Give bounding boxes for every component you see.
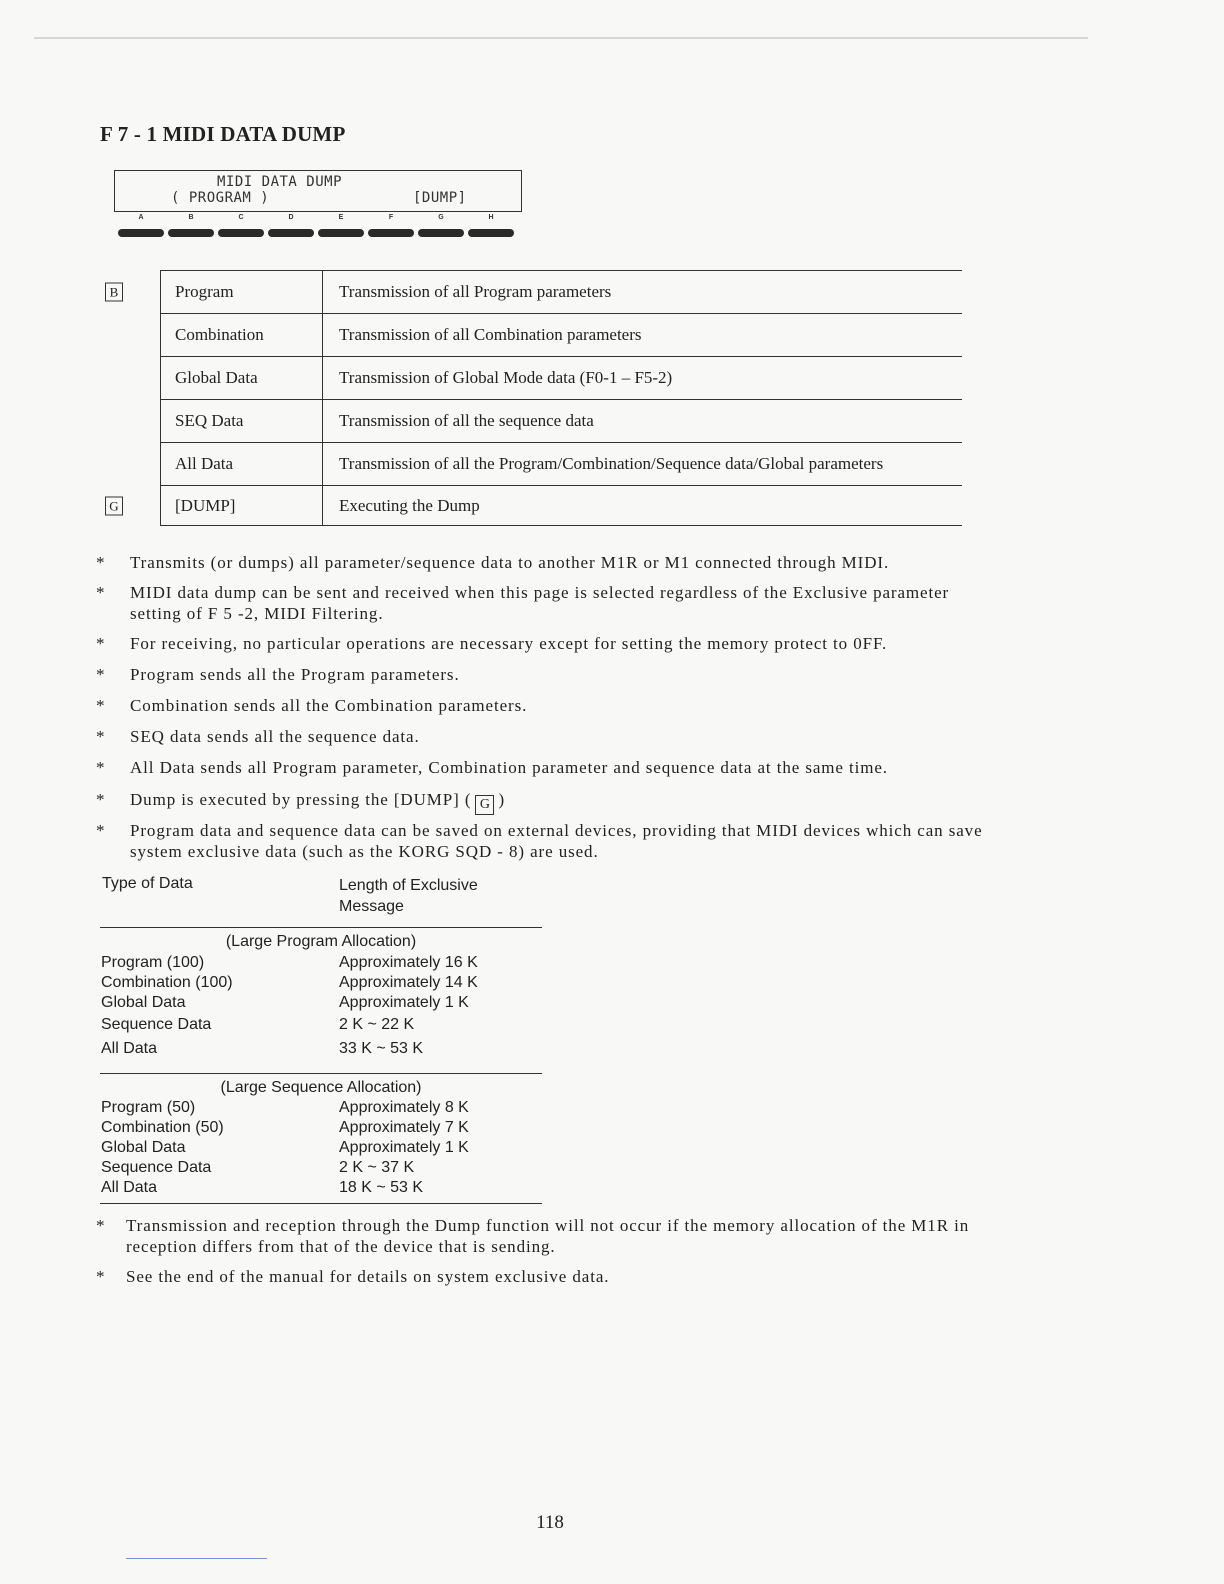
- table-row: [100, 1139, 542, 1159]
- note-text-before: Dump is executed by pressing the [DUMP] (: [130, 790, 472, 809]
- param-key-cell: [100, 442, 160, 485]
- note-text: See the end of the manual for details on system exclusive data.: [126, 1267, 610, 1286]
- soft-key-label: B: [188, 214, 194, 221]
- message-length: Approximately 1 K: [339, 994, 469, 1011]
- param-desc-cell: [323, 485, 962, 526]
- data-type: Combination (100): [101, 974, 233, 991]
- note-text: Combination sends all the Combination parameters.: [130, 696, 528, 715]
- lcd-line-1: MIDI DATA DUMP: [217, 174, 343, 190]
- data-type: All Data: [101, 1179, 158, 1196]
- param-desc-cell: [323, 313, 962, 356]
- param-description: Executing the Dump: [339, 496, 480, 515]
- param-row: [100, 399, 962, 442]
- soft-key-label: F: [388, 214, 394, 221]
- message-length: Approximately 14 K: [339, 974, 478, 991]
- note-text: Transmission and reception through the Dump function will not occur if the memory allocation of the M1R in reception differs from that of the device that is sending.: [126, 1216, 970, 1256]
- table-row: [100, 994, 542, 1014]
- param-desc-cell: [323, 442, 962, 485]
- param-name-cell: [160, 356, 323, 399]
- soft-key-label: G: [438, 214, 444, 221]
- bottom-rule: [126, 1558, 267, 1559]
- lcd-display: [114, 170, 522, 212]
- soft-key-bar: [168, 229, 214, 237]
- data-type: Sequence Data: [101, 1016, 212, 1033]
- soft-key-label: D: [288, 214, 294, 221]
- bullet-asterisk: *: [96, 821, 106, 840]
- soft-key-label: A: [138, 214, 144, 221]
- table-row: [100, 954, 542, 974]
- bullet-asterisk: *: [96, 665, 106, 684]
- page-number: 118: [536, 1512, 564, 1533]
- message-length: 2 K ~ 22 K: [339, 1016, 415, 1033]
- bullet-asterisk: *: [96, 727, 106, 746]
- soft-key-row: [118, 214, 518, 242]
- soft-key-d[interactable]: [268, 214, 314, 242]
- param-name: Combination: [175, 325, 264, 344]
- note-text: SEQ data sends all the sequence data.: [130, 727, 420, 746]
- param-name: Global Data: [175, 368, 258, 387]
- param-key-cell: [100, 485, 160, 526]
- param-name-cell: [160, 399, 323, 442]
- key-g-icon: G: [475, 795, 494, 815]
- param-name-cell: [160, 442, 323, 485]
- soft-key-g[interactable]: [418, 214, 464, 242]
- bullet-asterisk: *: [96, 758, 106, 777]
- lcd-line-2-left: ( PROGRAM ): [171, 190, 270, 206]
- note-text: For receiving, no particular operations are necessary except for setting the memory protect to 0FF.: [130, 634, 888, 653]
- note-text: Program data and sequence data can be saved on external devices, providing that MIDI devices which can save system exclusive data (such as the KORG SQD - 8) are used.: [130, 821, 983, 861]
- soft-key-bar: [368, 229, 414, 237]
- section-title: F 7 - 1 MIDI DATA DUMP: [100, 122, 346, 146]
- note-text-after: ): [498, 790, 505, 809]
- param-description: Transmission of all the Program/Combination/Sequence data/Global parameters: [339, 454, 884, 473]
- group-top-rule: [100, 927, 542, 928]
- param-name: SEQ Data: [175, 411, 244, 430]
- note-text: MIDI data dump can be sent and received when this page is selected regardless of the Exclusive parameter setting of F 5 -2, MIDI Filtering.: [130, 583, 950, 623]
- data-type: Sequence Data: [101, 1159, 212, 1176]
- param-row: [100, 485, 962, 526]
- param-name-cell: [160, 270, 323, 313]
- soft-key-bar: [418, 229, 464, 237]
- param-row: [100, 313, 962, 356]
- lcd-line-2-right: [DUMP]: [413, 190, 467, 206]
- soft-key-bar: [468, 229, 514, 237]
- param-name: All Data: [175, 454, 234, 473]
- bullet-asterisk: *: [96, 583, 106, 602]
- data-type: Program (50): [101, 1099, 196, 1116]
- data-type: Program (100): [101, 954, 205, 971]
- param-row: [100, 442, 962, 485]
- message-length: Approximately 1 K: [339, 1139, 469, 1156]
- param-description: Transmission of all the sequence data: [339, 411, 594, 430]
- soft-key-bar: [118, 229, 164, 237]
- top-rule: [34, 37, 1088, 39]
- soft-key-c[interactable]: [218, 214, 264, 242]
- table-row: [100, 1040, 542, 1060]
- param-description: Transmission of all Combination parameters: [339, 325, 642, 344]
- table-row: [100, 1179, 542, 1199]
- note-text: All Data sends all Program parameter, Combination parameter and sequence data at the same time.: [130, 758, 888, 777]
- bullet-asterisk: *: [96, 553, 106, 572]
- bullet-asterisk: *: [96, 634, 106, 653]
- data-type: Global Data: [101, 1139, 186, 1156]
- group-title: (Large Program Allocation): [225, 933, 417, 950]
- param-name-cell: [160, 485, 323, 526]
- soft-key-b[interactable]: [168, 214, 214, 242]
- key-b-icon: B: [105, 282, 123, 301]
- bullet-asterisk: *: [96, 1267, 106, 1286]
- message-length: 18 K ~ 53 K: [339, 1179, 424, 1196]
- bullet-asterisk: *: [96, 696, 106, 715]
- column-header-type: Type of Data: [102, 875, 193, 892]
- message-length: 33 K ~ 53 K: [339, 1040, 424, 1057]
- note-text: Program sends all the Program parameters.: [130, 665, 460, 684]
- group-title: (Large Sequence Allocation): [220, 1079, 422, 1096]
- data-type: All Data: [101, 1040, 158, 1057]
- param-key-cell: [100, 270, 160, 313]
- param-desc-cell: [323, 356, 962, 399]
- table-row: [100, 1099, 542, 1119]
- param-key-cell: [100, 356, 160, 399]
- table-row: [100, 1016, 542, 1036]
- table-row: [100, 1159, 542, 1179]
- table-row: [100, 1119, 542, 1139]
- note-text: [130, 789, 1000, 815]
- param-name: [DUMP]: [175, 496, 236, 515]
- soft-key-label: H: [488, 214, 494, 221]
- table-bottom-rule: [100, 1203, 542, 1204]
- soft-key-a[interactable]: [118, 214, 164, 242]
- soft-key-f[interactable]: [368, 214, 414, 242]
- param-name: Program: [175, 282, 234, 301]
- param-desc-cell: [323, 270, 962, 313]
- soft-key-bar: [318, 229, 364, 237]
- table-bottom-rule: [160, 525, 962, 526]
- param-key-cell: [100, 313, 160, 356]
- param-key-cell: [100, 399, 160, 442]
- soft-key-label: C: [238, 214, 244, 221]
- data-type: Global Data: [101, 994, 186, 1011]
- key-g-icon: G: [105, 496, 123, 515]
- bullet-asterisk: *: [96, 790, 106, 809]
- soft-key-label: E: [338, 214, 344, 221]
- column-header-length: Length of Exclusive Message: [339, 877, 478, 915]
- param-name-cell: [160, 313, 323, 356]
- data-type: Combination (50): [101, 1119, 224, 1136]
- soft-key-h[interactable]: [468, 214, 514, 242]
- group-top-rule: [100, 1073, 542, 1074]
- message-length: Approximately 16 K: [339, 954, 478, 971]
- soft-key-e[interactable]: [318, 214, 364, 242]
- soft-key-bar: [218, 229, 264, 237]
- param-row: [100, 270, 962, 313]
- param-row: [100, 356, 962, 399]
- note-text: Transmits (or dumps) all parameter/sequence data to another M1R or M1 connected through MIDI.: [130, 553, 890, 572]
- bullet-asterisk: *: [96, 1216, 106, 1235]
- param-desc-cell: [323, 399, 962, 442]
- message-length: 2 K ~ 37 K: [339, 1159, 415, 1176]
- message-length: Approximately 7 K: [339, 1119, 469, 1136]
- message-length: Approximately 8 K: [339, 1099, 469, 1116]
- soft-key-bar: [268, 229, 314, 237]
- param-description: Transmission of all Program parameters: [339, 282, 612, 301]
- param-description: Transmission of Global Mode data (F0-1 – F5-2): [339, 368, 673, 387]
- table-row: [100, 974, 542, 994]
